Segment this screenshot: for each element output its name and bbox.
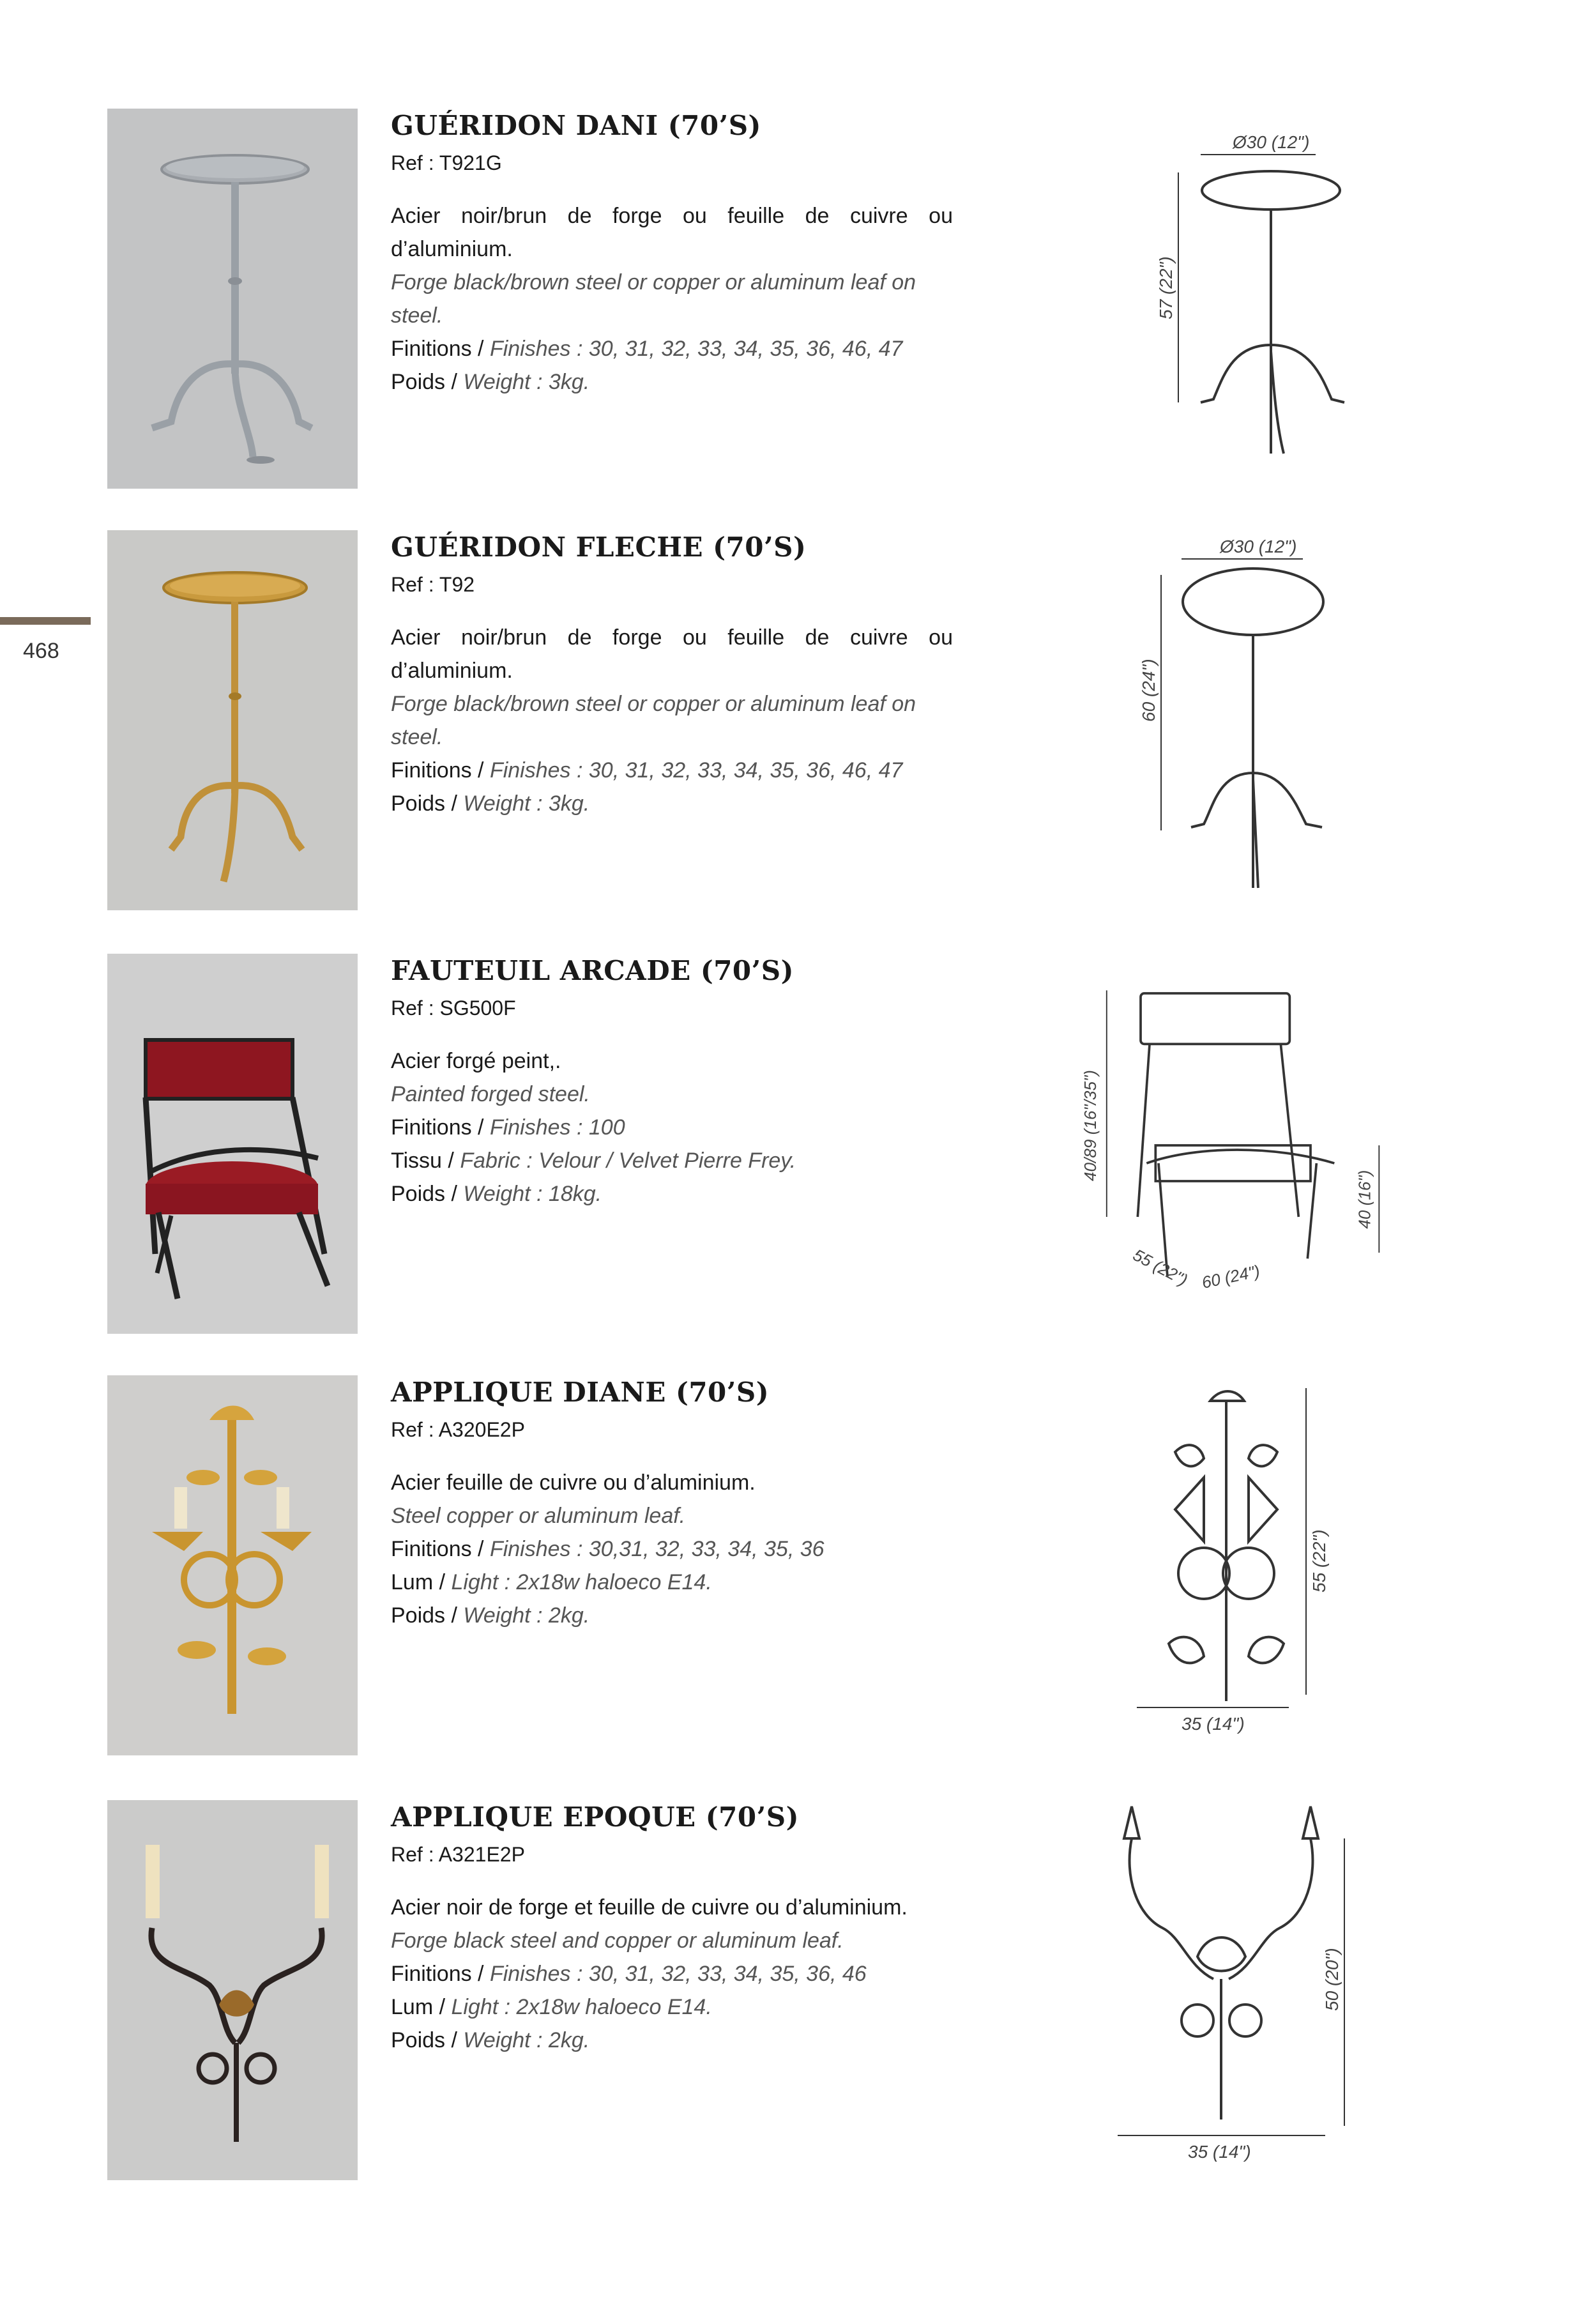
product-photo: [107, 1375, 358, 1755]
product-info: [391, 1375, 953, 1632]
finishes-line: Finitions / Finishes : 30, 31, 32, 33, 34, 35, 36, 46, 47: [391, 758, 903, 783]
product-description: [391, 1891, 953, 2057]
dimension-drawing: [1060, 954, 1443, 1337]
product-info: [391, 954, 953, 1211]
product-ref: Ref : T92: [391, 573, 475, 596]
product-photo: [107, 530, 358, 910]
description-en: Forge black/brown steel or copper or aluminum leaf on steel.: [391, 692, 916, 749]
product-title: APPLIQUE DIANE (70’S): [391, 1377, 770, 1408]
product-description: [391, 1466, 953, 1632]
fabric-line: Tissu / Fabric : Velour / Velvet Pierre Frey.: [391, 1149, 796, 1173]
description-fr: Acier noir/brun de forge ou feuille de cuivre ou d’aluminium.: [391, 625, 953, 683]
product-description: [391, 199, 953, 399]
product-gueridon-dani: [0, 109, 1596, 492]
finishes-line: Finitions / Finishes : 100: [391, 1115, 625, 1140]
product-ref: Ref : A321E2P: [391, 1843, 525, 1866]
dim-height: 57 (22"): [1156, 256, 1176, 319]
description-fr: Acier noir/brun de forge ou feuille de cuivre ou d’aluminium.: [391, 204, 953, 261]
weight-line: Poids / Weight : 2kg.: [391, 1603, 590, 1628]
product-info: [391, 1800, 953, 2057]
dimension-drawing: [1086, 1800, 1443, 2183]
dim-width: 60 (24"): [1200, 1261, 1262, 1292]
product-ref: Ref : A320E2P: [391, 1418, 525, 1441]
dimension-drawing: [1086, 530, 1443, 913]
dim-width: 35 (14"): [1182, 1714, 1245, 1734]
product-title: GUÉRIDON DANI (70’S): [391, 110, 761, 141]
light-line: Lum / Light : 2x18w haloeco E14.: [391, 1570, 712, 1594]
product-gueridon-fleche: [0, 530, 1596, 913]
dim-height: 60 (24"): [1139, 659, 1159, 722]
weight-line: Poids / Weight : 18kg.: [391, 1182, 602, 1206]
page-number: 468: [23, 639, 59, 663]
light-line: Lum / Light : 2x18w haloeco E14.: [391, 1995, 712, 2019]
dim-height: 50 (20"): [1322, 1948, 1342, 2011]
product-info: [391, 109, 953, 399]
product-fauteuil-arcade: [0, 954, 1596, 1337]
weight-line: Poids / Weight : 3kg.: [391, 370, 590, 394]
product-title: FAUTEUIL ARCADE (70’S): [391, 955, 794, 986]
product-title: GUÉRIDON FLECHE (70’S): [391, 531, 807, 563]
product-description: [391, 1044, 953, 1211]
product-photo: [107, 109, 358, 489]
weight-line: Poids / Weight : 2kg.: [391, 2028, 590, 2052]
dim-seat: 40 (16"): [1355, 1170, 1374, 1229]
product-photo: [107, 954, 358, 1334]
product-ref: Ref : SG500F: [391, 997, 516, 1020]
product-applique-diane: [0, 1375, 1596, 1759]
dimension-drawing: [1086, 1375, 1443, 1759]
dim-height: 55 (22"): [1309, 1529, 1329, 1593]
product-description: [391, 621, 953, 820]
finishes-line: Finitions / Finishes : 30, 31, 32, 33, 34, 35, 36, 46: [391, 1962, 867, 1986]
product-info: [391, 530, 953, 820]
dim-width: 35 (14"): [1188, 2142, 1251, 2162]
description-en: Forge black steel and copper or aluminum leaf.: [391, 1929, 844, 1953]
dim-height: 40/89 (16"/35"): [1081, 1070, 1100, 1181]
description-fr: Acier noir de forge et feuille de cuivre ou d’aluminium.: [391, 1895, 908, 1920]
product-applique-epoque: [0, 1800, 1596, 2183]
product-title: APPLIQUE EPOQUE (70’S): [391, 1801, 799, 1833]
dim-depth: 55 (22"): [1130, 1245, 1191, 1290]
weight-line: Poids / Weight : 3kg.: [391, 791, 590, 816]
finishes-line: Finitions / Finishes : 30,31, 32, 33, 34, 35, 36: [391, 1537, 825, 1561]
product-photo: [107, 1800, 358, 2180]
dim-diameter: Ø30 (12"): [1220, 537, 1297, 556]
finishes-line: Finitions / Finishes : 30, 31, 32, 33, 34, 35, 36, 46, 47: [391, 337, 903, 361]
description-fr: Acier feuille de cuivre ou d’aluminium.: [391, 1470, 756, 1495]
dimension-drawing: [1086, 109, 1443, 492]
description-en: Steel copper or aluminum leaf.: [391, 1504, 686, 1528]
dim-diameter: Ø30 (12"): [1233, 132, 1310, 152]
description-fr: Acier forgé peint,.: [391, 1049, 561, 1073]
product-ref: Ref : T921G: [391, 151, 502, 174]
description-en: Forge black/brown steel or copper or aluminum leaf on steel.: [391, 270, 916, 328]
description-en: Painted forged steel.: [391, 1082, 590, 1106]
